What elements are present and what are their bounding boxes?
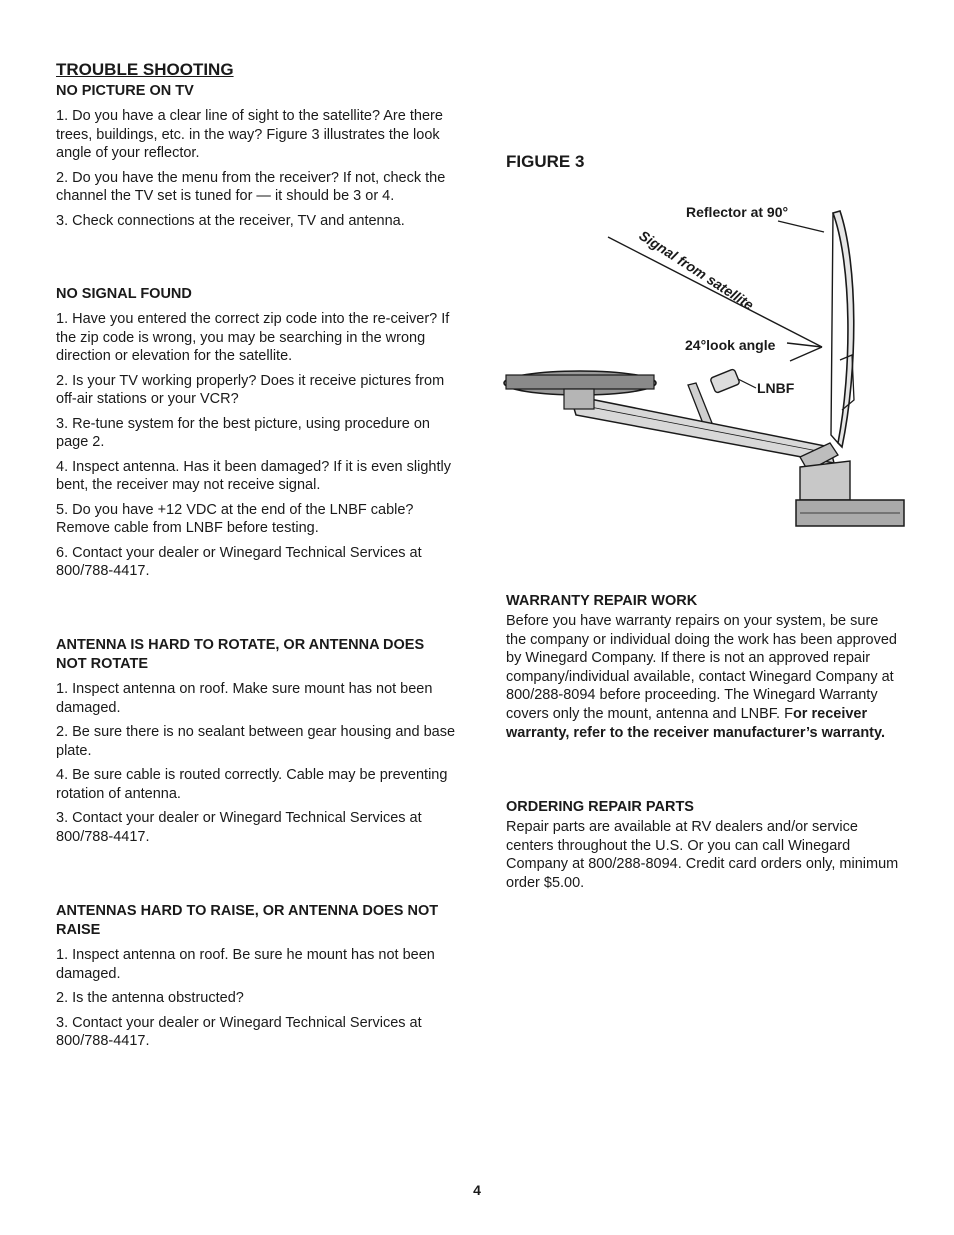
list-item: 5. Do you have +12 VDC at the end of the LNBF cable? Remove cable from LNBF before testing. [56,501,414,536]
reflector-dish [833,211,854,447]
section-heading: NO PICTURE ON TV [56,83,194,99]
list-item: 1. Inspect antenna on roof. Be sure he mount has not been damaged. [56,947,435,982]
list-item: 1. Inspect antenna on roof. Make sure mount has not been damaged. [56,681,433,716]
section-heading: ANTENNA IS HARD TO ROTATE, OR ANTENNA DOES NOT ROTATE [56,637,425,672]
section-heading: WARRANTY REPAIR WORK [506,593,698,609]
list-item: 4. Inspect antenna. Has it been damaged? If it is even slightly bent, the receiver may not receive signal. [56,458,451,493]
list-item: 3. Contact your dealer or Winegard Technical Services at 800/788-4417. [56,810,422,845]
base-mount [800,461,850,500]
section-heading: ANTENNAS HARD TO RAISE, OR ANTENNA DOES NOT RAISE [56,903,439,938]
warranty-section [506,592,901,742]
gear-mount [564,389,594,409]
signal-line [608,237,822,347]
warranty-text [506,612,901,742]
list-item: 2. Is your TV working properly? Does it receive pictures from off-air stations or your VCR? [56,372,445,407]
list-item: 1. Have you entered the correct zip code into the re-ceiver? If the zip code is wrong, you may be searching in the wrong direction or elevation for the satellite. [56,311,450,364]
list-item: 2. Is the antenna obstructed? [56,990,244,1006]
angle-label: 24°look angle [685,337,776,353]
page-number: 4 [473,1182,481,1198]
parts-section [506,798,901,892]
warranty-text-bold: or receiver warranty, refer to the receiver manufacturer’s warranty. [506,705,886,741]
section-no-picture [56,82,456,230]
figure-title: FIGURE 3 [506,152,585,171]
list-item: 1. Do you have a clear line of sight to the satellite? Are there trees, buildings, etc. in the way? Figure 3 illustrates the look angle of your reflector. [56,108,443,161]
list-item: 3. Contact your dealer or Winegard Technical Services at 800/788-4417. [56,1014,422,1049]
lnbf-label: LNBF [757,380,795,396]
list-item: 6. Contact your dealer or Winegard Technical Services at 800/788-4417. [56,544,422,579]
section-no-signal [56,285,456,587]
lnbf-angle-line [790,347,822,361]
page-title: TROUBLE SHOOTING [56,60,234,79]
list-item: 3. Re-tune system for the best picture, using procedure on page 2. [56,415,430,450]
warranty-text-regular: Before you have warranty repairs on your system, be sure the company or individual doing the work has been approved by Winegard Company. If there is not an approved repair company/individual available, contact Winegard Company at 800/288-8094 before proceeding. The Winegard Warranty covers only the mount, antenna and LNBF. F [506,613,897,722]
reflector-label: Reflector at 90° [686,204,789,220]
list-item: 2. Be sure there is no sealant between gear housing and base plate. [56,724,456,759]
section-hard-rotate [56,636,456,852]
antenna-diagram [500,195,910,540]
lnbf-icon [710,369,740,394]
section-heading: ORDERING REPAIR PARTS [506,799,694,815]
list-item: 3. Check connections at the receiver, TV and antenna. [56,212,405,229]
list-item: 4. Be sure cable is routed correctly. Cable may be preventing rotation of antenna. [56,767,448,802]
signal-label: Signal from satellite [636,227,757,313]
lnbf-leader-line [738,379,756,388]
reflector-leader-line [778,221,824,232]
left-column [56,60,456,1049]
reflector-back [831,213,838,443]
section-heading: NO SIGNAL FOUND [56,286,192,302]
section-hard-raise [56,902,456,1057]
gear-housing-body [506,375,654,389]
parts-text: Repair parts are available at RV dealers and/or service centers throughout the U.S. Or you can call Winegard Company at 800/288-8094. Credit card orders only, minimum order $5.00. [506,819,899,891]
list-item: 2. Do you have the menu from the receiver? If not, check the channel the TV set is tuned for — it should be 3 or 4. [56,169,446,204]
